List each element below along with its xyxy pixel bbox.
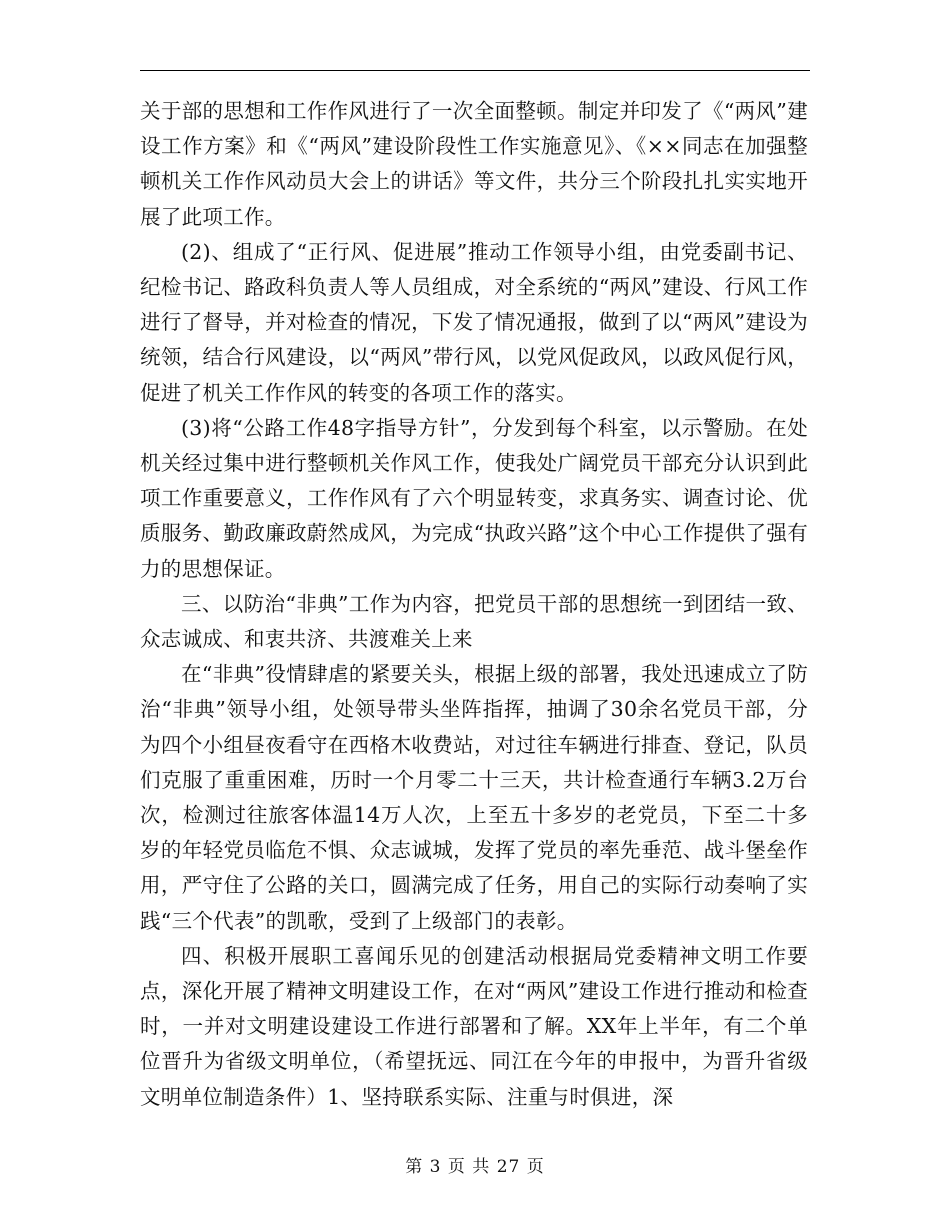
section-heading-3: 三、以防治“非典”工作为内容，把党员干部的思想统一到团结一致、众志诚成、和衷共济、共渡难关上来 (140, 591, 808, 652)
header-rule (140, 70, 810, 71)
paragraph-continuation: 关于部的思想和工作作风进行了一次全面整顿。制定并印发了《“两风”建设工作方案》和《“两风”建设阶段性工作实施意见》、《××同志在加强整顿机关工作作风动员大会上的讲话》等文件，共分三个阶段扎扎实实地开展了此项工作。 (140, 99, 808, 229)
section-heading-4: 四、积极开展职工喜闻乐见的创建活动根据局党委精神文明工作要点，深化开展了精神文明建设工作，在对“两风”建设工作进行推动和检查时，一并对文明建设建设工作进行部署和了解。XX年上半年，有二个单位晋升为省级文明单位，（希望抚远、同江在今年的申报中，为晋升省级文明单位制造条件）1、坚持联系实际、注重与时俱进，深 (140, 943, 808, 1109)
page-number: 第 3 页 共 27 页 (405, 1157, 545, 1177)
paragraph-item-3: (3)将“公路工作48字指导方针”，分发到每个科室，以示警励。在处机关经过集中进行整顿机关作风工作，使我处广阔党员干部充分认识到此项工作重要意义，工作作风有了六个明显转变，求真务实、调查讨论、优质服务、勤政廉政蔚然成风，为完成“执政兴路”这个中心工作提供了强有力的思想保证。 (140, 415, 808, 581)
paragraph-item-2: (2)、组成了“正行风、促进展”推动工作领导小组，由党委副书记、纪检书记、路政科负责人等人员组成，对全系统的“两风”建设、行风工作进行了督导，并对检查的情况，下发了情况通报，做到了以“两风”建设为统领，结合行风建设，以“两风”带行风，以党风促政风，以政风促行风，促进了机关工作作风的转变的各项工作的落实。 (140, 239, 808, 405)
paragraph-sars: 在“非典”役情肆虐的紧要关头，根据上级的部署，我处迅速成立了防治“非典”领导小组，处领导带头坐阵指挥，抽调了30余名党员干部，分为四个小组昼夜看守在西格木收费站，对过往车辆进行排查、登记，队员们克服了重重困难，历时一个月零二十三天，共计检查通行车辆3.2万台次，检测过往旅客体温14万人次，上至五十多岁的老党员，下至二十多岁的年轻党员临危不惧、众志诚城，发挥了党员的率先垂范、战斗堡垒作用，严守住了公路的关口，圆满完成了任务，用自己的实际行动奏响了实践“三个代表”的凯歌，受到了上级部门的表彰。 (140, 662, 808, 933)
document-body (140, 94, 808, 1115)
